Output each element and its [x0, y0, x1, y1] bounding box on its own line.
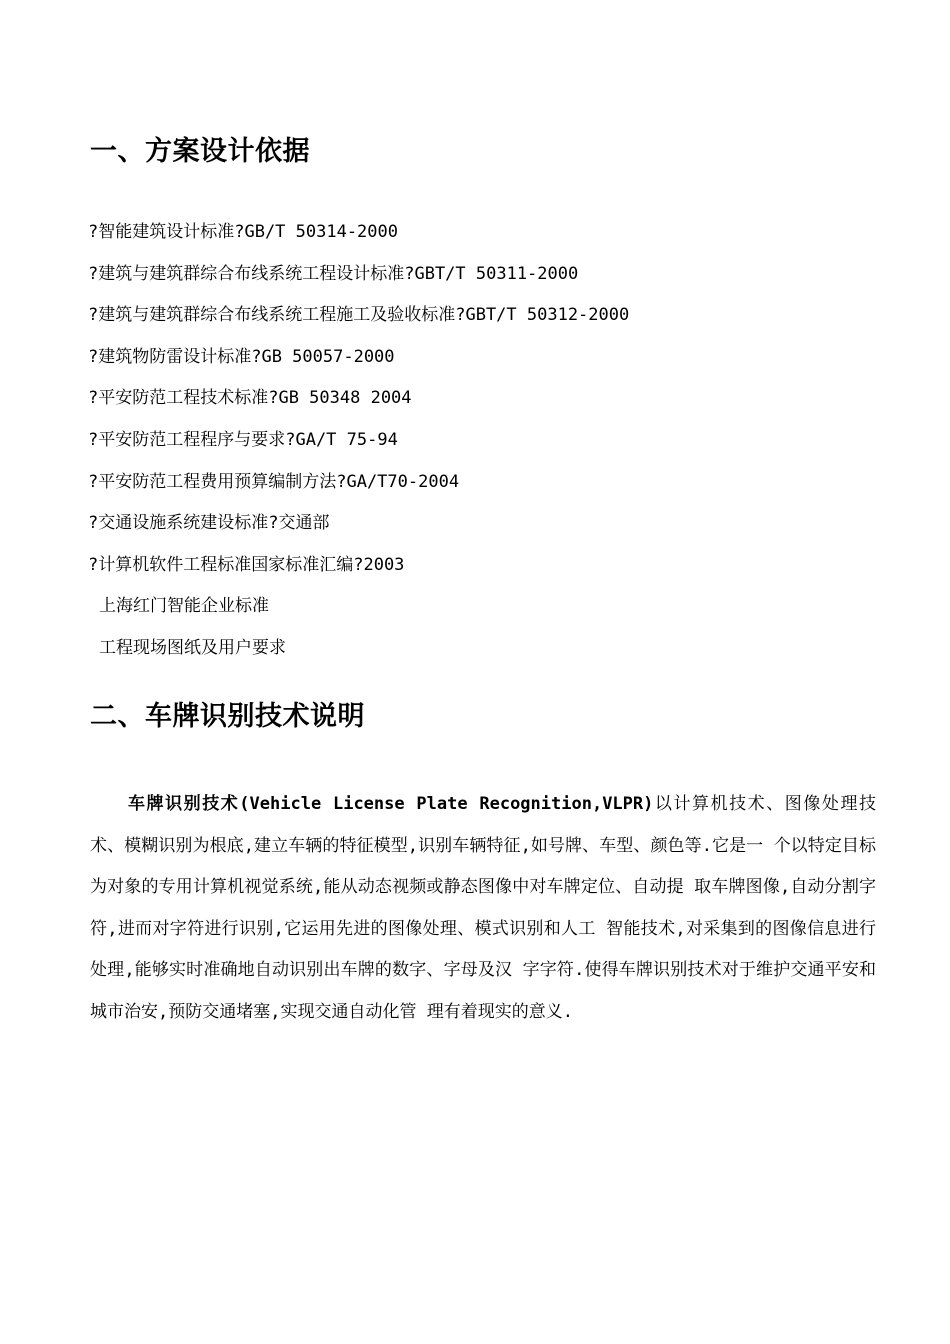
reference-item: 上海红门智能企业标准 — [99, 596, 269, 617]
section-heading-design-basis: 一、方案设计依据 — [90, 136, 310, 167]
reference-standards-list — [88, 218, 629, 676]
reference-item: ?交通设施系统建设标准?交通部 — [88, 513, 330, 534]
reference-item: ?平安防范工程程序与要求?GA/T 75-94 — [88, 429, 398, 450]
reference-item: 工程现场图纸及用户要求 — [99, 637, 286, 658]
reference-item: ?智能建筑设计标准?GB/T 50314-2000 — [88, 222, 398, 242]
reference-item: ?平安防范工程费用预算编制方法?GA/T70-2004 — [88, 471, 460, 492]
paragraph-body: 以计算机技术、图像处理技术、模糊识别为根底,建立车辆的特征模型,识别车辆特征,如号牌、车型、颜色等.它是一 个以特定目标为对象的专用计算机视觉系统,能从动态视频或静态图像中对车牌定位、自动提 取车牌图像,自动分割字符,进而对字符进行识别,它运用先进的图像处理、模式识别和人工 智能技术,对采集到的图像信息进行处理,能够实时准确地自动识别出车牌的数字、字母及汉 字字符.使得车牌识别技术对于维护交通平安和城市治安,预防交通堵塞,实现交通自动化管 理有着现实的意义. — [90, 794, 876, 1022]
reference-item: ?平安防范工程技术标准?GB 50348 2004 — [88, 388, 412, 409]
reference-item: ?计算机软件工程标准国家标准汇编?2003 — [88, 554, 405, 575]
reference-item: ?建筑与建筑群综合布线系统工程施工及验收标准?GBT/T 50312-2000 — [88, 305, 630, 326]
plate-recognition-description — [90, 784, 876, 1033]
section-heading-plate-recognition: 二、车牌识别技术说明 — [90, 701, 365, 732]
reference-item: ?建筑物防雷设计标准?GB 50057-2000 — [88, 346, 395, 367]
paragraph-lead-term: 车牌识别技术(Vehicle License Plate Recognition,VLPR) — [128, 794, 654, 814]
reference-item: ?建筑与建筑群综合布线系统工程设计标准?GBT/T 50311-2000 — [88, 263, 579, 284]
